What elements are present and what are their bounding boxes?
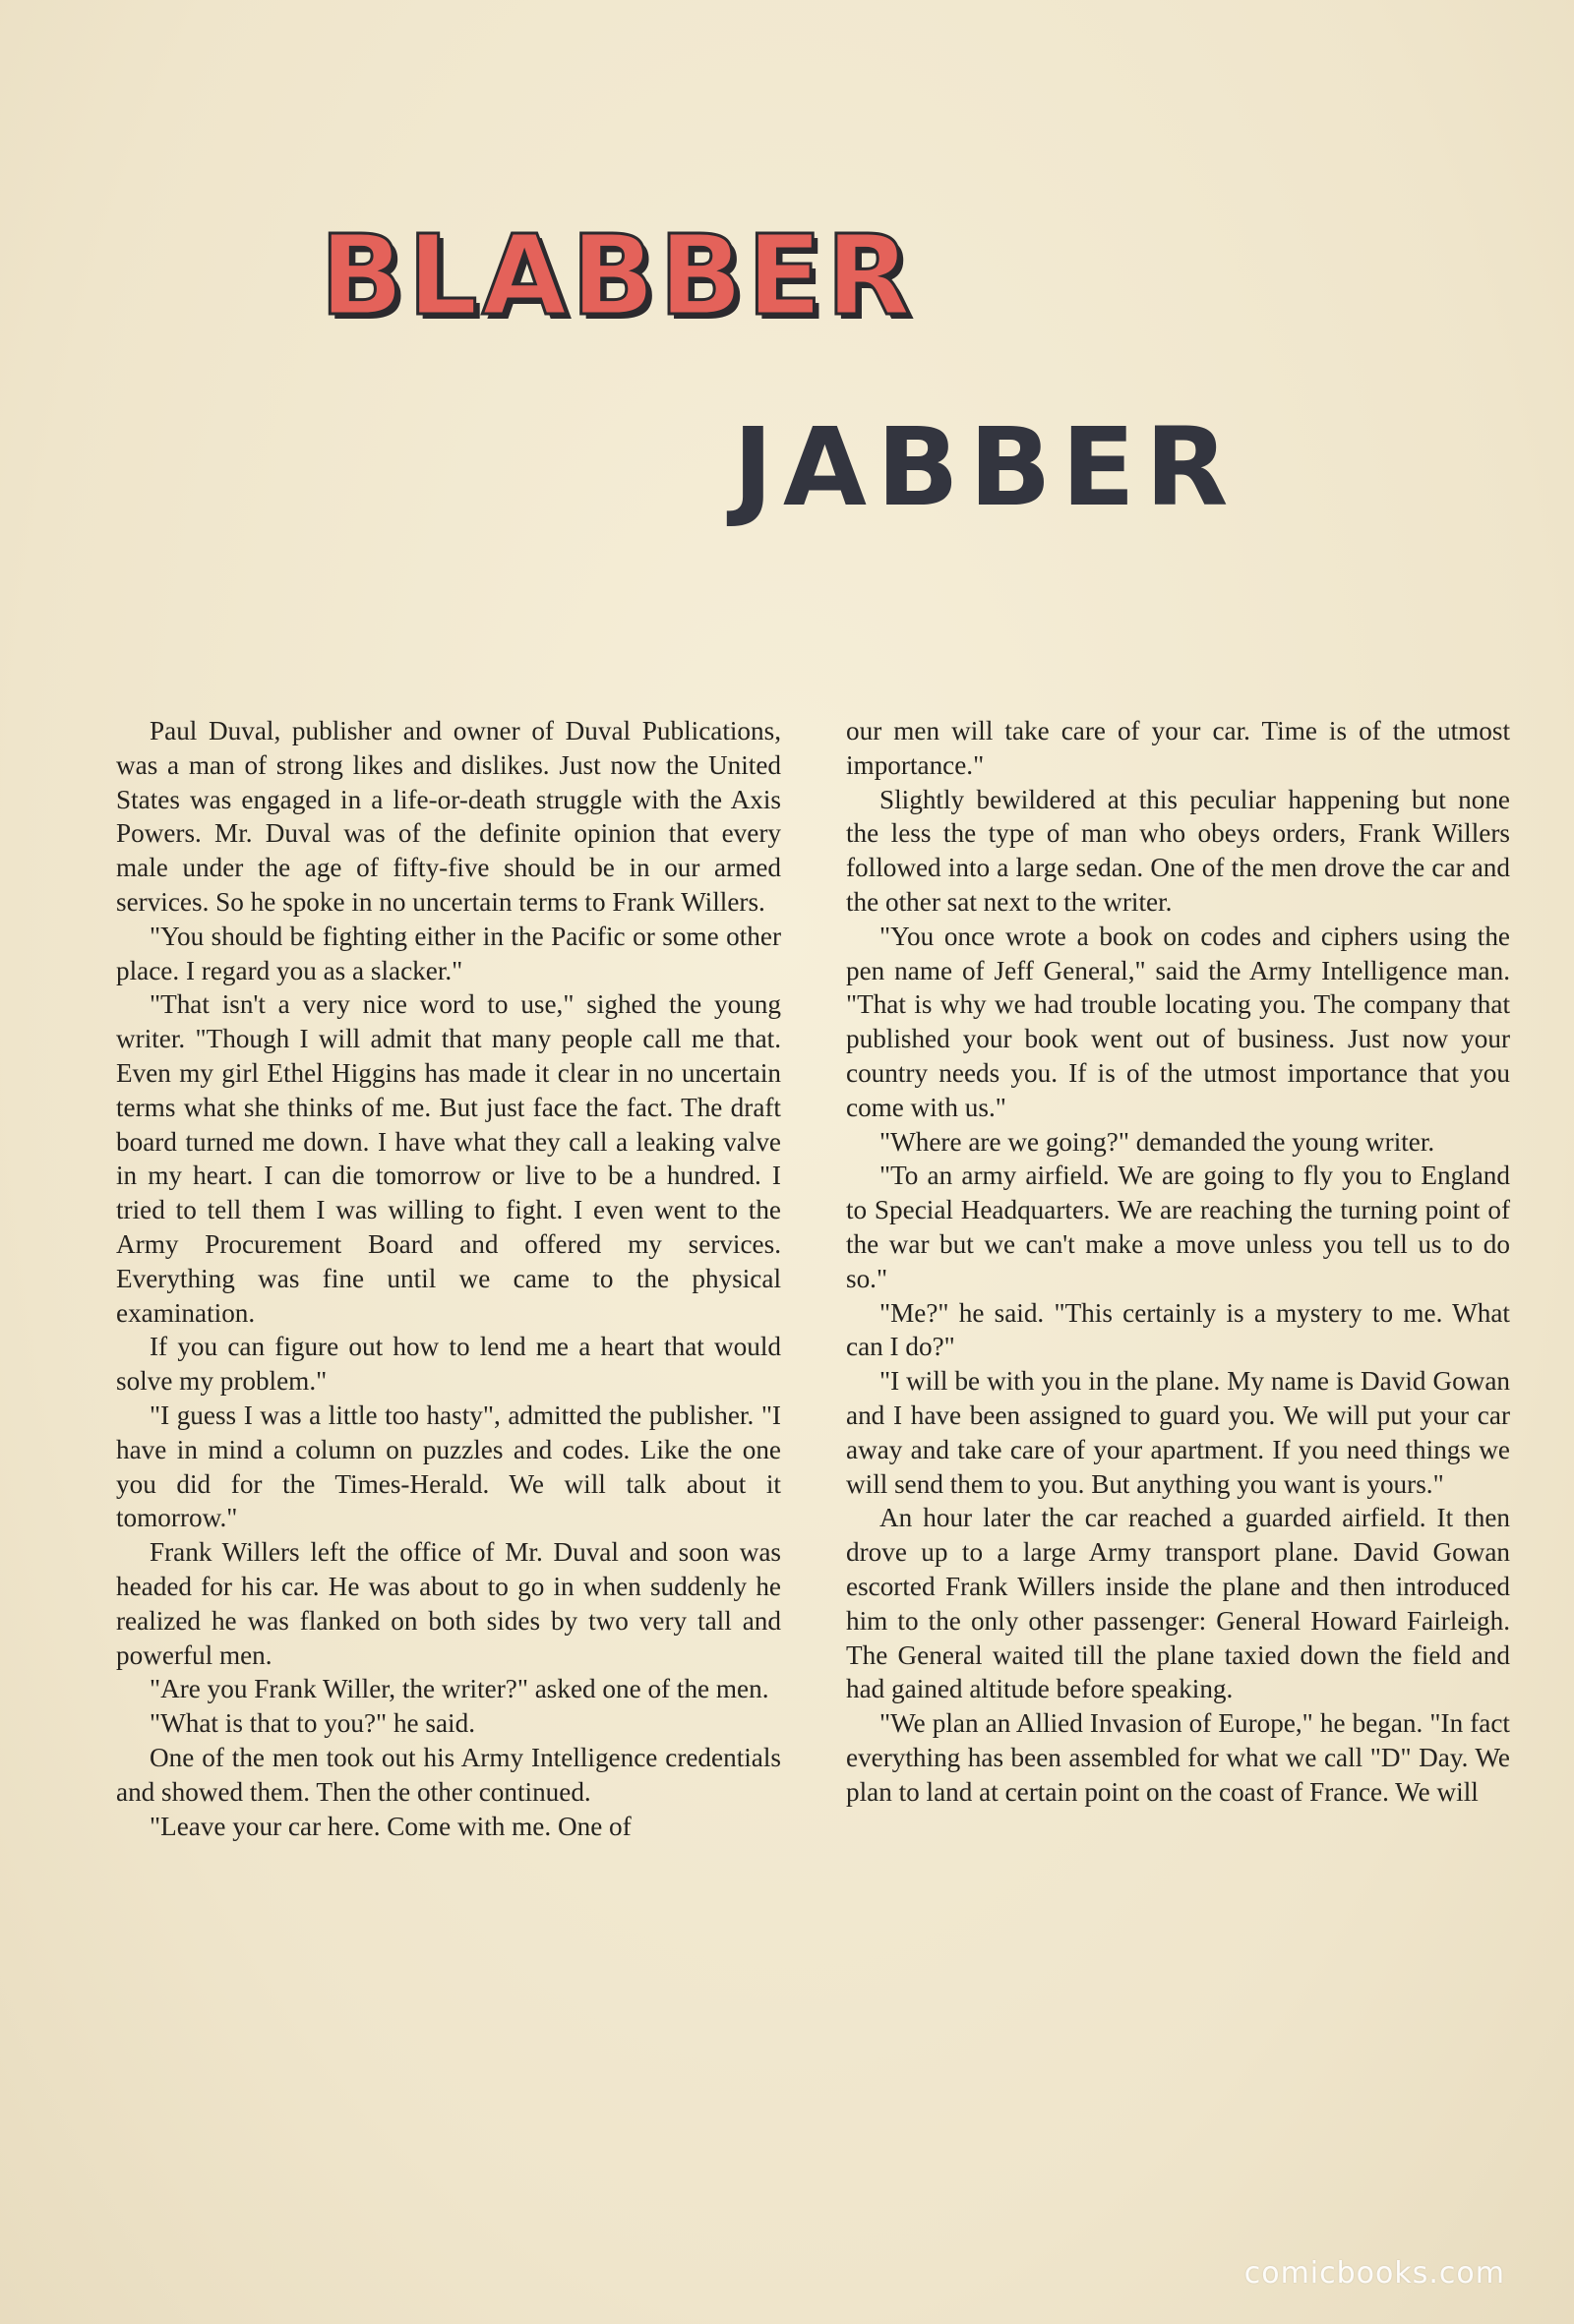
paragraph: "I will be with you in the plane. My name is David Gowan and I have been assigned to guard you. We will put your car away and take care of your apartment. If you need things we will send them to you. But anything you want is yours." — [846, 1366, 1510, 1499]
paragraph: If you can figure out how to lend me a heart that would solve my problem." — [116, 1332, 781, 1397]
paragraph: Slightly bewildered at this peculiar happening but none the less the type of man who obeys orders, Frank Willers followed into a large sedan. One of the men drove the car and the other sat next to the writer. — [846, 784, 1510, 917]
paragraph: our men will take care of your car. Time is of the utmost importance." — [846, 716, 1510, 780]
story-column-left — [116, 714, 781, 1843]
story-column-right — [846, 714, 1510, 1810]
title-jabber: JABBER — [733, 404, 1239, 530]
paragraph: "That isn't a very nice word to use," sighed the young writer. "Though I will admit that many people call me that. Even my girl Ethel Higgins has made it clear in no uncertain terms what she thinks of me. But just face the fact. The draft board turned me down. I have what they call a leaking valve in my heart. I can die tomorrow or live to be a hundred. I tried to tell them I was willing to fight. I even went to the Army Procurement Board and offered my services. Everything was fine until we came to the physical examination. — [116, 989, 781, 1328]
paragraph: "I guess I was a little too hasty", admitted the publisher. "I have in mind a column on puzzles and codes. Like the one you did for the Times-Herald. We will talk about it tomorrow." — [116, 1400, 781, 1533]
paragraph: "Me?" he said. "This certainly is a mystery to me. What can I do?" — [846, 1297, 1510, 1362]
paragraph: Frank Willers left the office of Mr. Duval and soon was headed for his car. He was about to go in when suddenly he realized he was flanked on both sides by two very tall and powerful men. — [116, 1537, 781, 1670]
paragraph: "We plan an Allied Invasion of Europe," he began. "In fact everything has been assembled for what we call "D" Day. We plan to land at certain point on the coast of France. We will — [846, 1708, 1510, 1807]
paragraph: One of the men took out his Army Intelligence credentials and showed them. Then the other continued. — [116, 1742, 781, 1807]
paragraph: Paul Duval, publisher and owner of Duval Publications, was a man of strong likes and dislikes. Just now the United States was engaged in a life-or-death struggle with the Axis Powers. Mr. Duval was of the definite opinion that every male under the age of fifty-five should be in our armed services. So he spoke in no uncertain terms to Frank Willers. — [116, 716, 781, 917]
paragraph: "Where are we going?" demanded the young writer. — [879, 1126, 1435, 1157]
paragraph: "You once wrote a book on codes and ciphers using the pen name of Jeff General," said the Army Intelligence man. "That is why we had trouble locating you. The company that published your book went out of business. Just now your country needs you. If is of the utmost importance that you come with us." — [846, 921, 1510, 1122]
paragraph: "You should be fighting either in the Pacific or some other place. I regard you as a slacker." — [116, 921, 781, 985]
site-watermark: comicbooks.com — [1243, 2256, 1505, 2291]
title-blabber: BLABBER — [320, 212, 915, 340]
paragraph: "Leave your car here. Come with me. One of — [150, 1811, 632, 1841]
paragraph: An hour later the car reached a guarded airfield. It then drove up to a large Army transport plane. David Gowan escorted Frank Willers inside the plane and then introduced him to the only other passenger: General Howard Fairleigh. The General waited till the plane taxied down the field and had gained altitude before speaking. — [846, 1503, 1510, 1704]
paragraph: "What is that to you?" he said. — [150, 1708, 476, 1739]
paragraph: "Are you Frank Willer, the writer?" asked one of the men. — [150, 1674, 769, 1704]
paragraph: "To an army airfield. We are going to fly you to England to Special Headquarters. We are reaching the turning point of the war but we can't make a move unless you tell us to do so." — [846, 1161, 1510, 1293]
